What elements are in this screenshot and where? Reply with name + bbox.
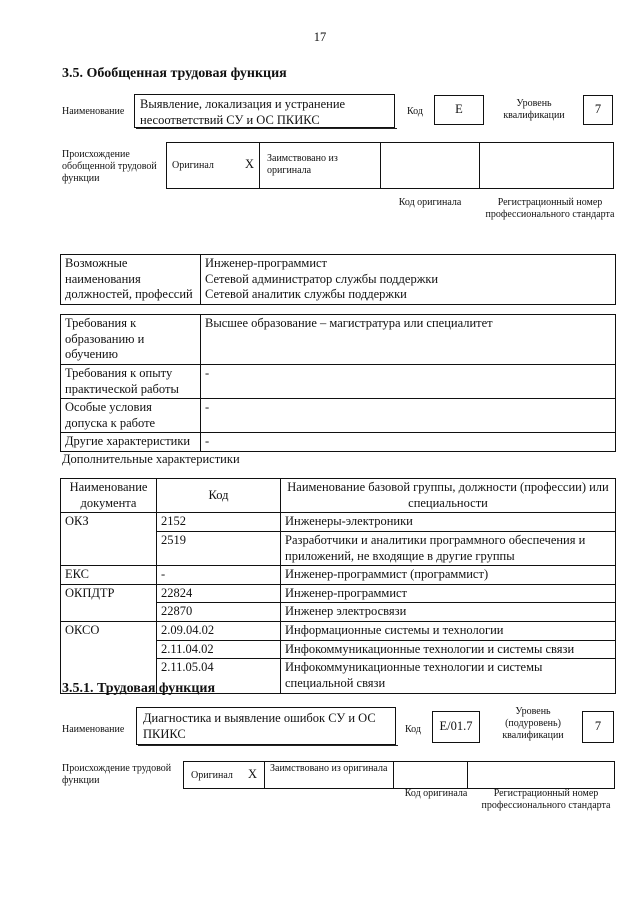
requirement-label: Требования к опыту практической работы (61, 364, 201, 398)
requirement-value: - (201, 433, 616, 452)
row-name: Инженер-программист (программист) (281, 566, 616, 585)
row-code: 2.11.04.02 (157, 640, 281, 659)
sub-name-label: Наименование (62, 724, 125, 735)
row-code: 2519 (157, 531, 281, 565)
row-code: 22824 (157, 584, 281, 603)
header-code: Код (157, 479, 281, 513)
row-name: Информационные системы и технологии (281, 622, 616, 641)
row-doc: ОКСО (61, 622, 157, 694)
original-label: Оригинал (172, 160, 214, 171)
original-mark: X (245, 157, 255, 171)
row-code: - (157, 566, 281, 585)
positions-label: Возможные наименования должностей, профессий (61, 255, 201, 305)
sub-original-mark: X (248, 767, 258, 781)
requirement-value: - (201, 399, 616, 433)
row-doc: ОКЗ (61, 513, 157, 566)
sub-function-name-value: Диагностика и выявление ошибок СУ и ОС ПКИКС (143, 711, 376, 741)
origin-table (166, 142, 614, 189)
position-item: Сетевой администратор службы поддержки (201, 272, 616, 288)
code-label: Код (407, 106, 423, 117)
row-doc: ЕКС (61, 566, 157, 585)
sub-reg-number-label: Регистрационный номер профессионального стандарта (481, 788, 611, 811)
sub-level-label: Уровень (подуровень) квалификации (502, 706, 564, 741)
position-item: Сетевой аналитик службы поддержки (201, 287, 616, 304)
requirement-value: Высшее образование – магистратура или специалитет (201, 315, 616, 365)
requirement-label: Особые условия допуска к работе (61, 399, 201, 433)
row-code: 22870 (157, 603, 281, 622)
sub-code-box (432, 711, 480, 743)
requirement-label: Требования к образованию и обучению (61, 315, 201, 365)
function-name-value: Выявление, локализация и устранение несоответствий СУ и ОС ПКИКС (140, 97, 346, 127)
row-name: Инженер-программист (281, 584, 616, 603)
reg-number-label: Регистрационный номер профессионального стандарта (485, 197, 615, 220)
requirement-label: Другие характеристики (61, 433, 201, 452)
sub-origin-label: Происхождение трудовой функции (62, 763, 172, 786)
sub-function-name-box (136, 707, 396, 745)
header-name: Наименование базовой группы, должности (профессии) или специальности (281, 479, 616, 513)
sub-code-original-label: Код оригинала (404, 788, 468, 799)
name-label: Наименование (62, 106, 125, 117)
positions-table (60, 254, 616, 305)
row-code: 2152 (157, 513, 281, 532)
row-name: Инфокоммуникационные технологии и системы специальной связи (281, 659, 616, 693)
additional-title: Дополнительные характеристики (62, 452, 240, 466)
header-document: Наименование документа (61, 479, 157, 513)
sub-level-value: 7 (594, 719, 602, 734)
code-value: E (455, 102, 463, 117)
level-label: Уровень квалификации (503, 98, 565, 121)
subsection-title: 3.5.1. Трудовая функция (62, 681, 216, 696)
borrowed-label: Заимствовано из оригинала (267, 153, 338, 176)
requirements-table (60, 314, 616, 452)
row-code: 2.11.05.04 (157, 659, 281, 693)
row-name: Инженеры-электроники (281, 513, 616, 532)
code-original-label: Код оригинала (398, 197, 462, 208)
position-item: Инженер-программист (201, 255, 616, 272)
requirement-value: - (201, 364, 616, 398)
row-doc: ОКПДТР (61, 584, 157, 621)
origin-label: Происхождение обобщенной трудовой функции (62, 149, 157, 184)
sub-level-box (582, 711, 614, 743)
level-box (583, 95, 613, 125)
row-name: Инженер электросвязи (281, 603, 616, 622)
sub-original-label: Оригинал (191, 770, 233, 781)
row-code: 2.09.04.02 (157, 622, 281, 641)
row-name: Инфокоммуникационные технологии и системы связи (281, 640, 616, 659)
sub-code-value: E/01.7 (439, 719, 473, 734)
sub-code-label: Код (405, 724, 421, 735)
sub-origin-table (183, 761, 615, 789)
level-value: 7 (594, 102, 602, 117)
function-name-box (134, 94, 395, 128)
row-name: Разработчики и аналитики программного обеспечения и приложений, не входящие в другие группы (281, 531, 616, 565)
code-box (434, 95, 484, 125)
section-title: 3.5. Обобщенная трудовая функция (62, 66, 287, 81)
additional-table (60, 478, 616, 694)
sub-borrowed-label: Заимствовано из оригинала (270, 763, 388, 774)
page-number: 17 (313, 30, 327, 44)
